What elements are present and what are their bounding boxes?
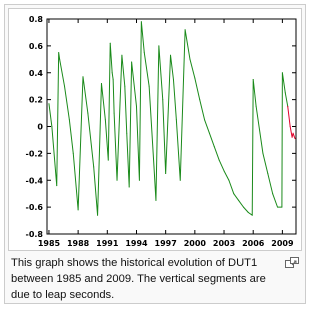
data-point bbox=[108, 160, 109, 161]
data-point bbox=[64, 86, 65, 87]
data-point bbox=[73, 153, 74, 154]
data-point bbox=[113, 79, 114, 80]
data-point bbox=[209, 133, 210, 134]
data-point bbox=[252, 215, 253, 216]
x-tick-label: 1991 bbox=[96, 239, 119, 248]
data-point bbox=[139, 180, 140, 181]
x-tick-label: 2006 bbox=[242, 239, 265, 248]
data-point bbox=[294, 135, 295, 136]
data-point bbox=[110, 43, 111, 44]
data-point bbox=[293, 133, 294, 134]
data-point bbox=[272, 193, 273, 194]
data-point bbox=[281, 207, 282, 208]
data-point bbox=[282, 72, 283, 73]
x-tick-label: 2000 bbox=[183, 239, 206, 248]
data-point bbox=[114, 113, 115, 114]
data-point bbox=[173, 79, 174, 80]
data-point bbox=[277, 207, 278, 208]
data-point bbox=[105, 119, 106, 120]
data-point bbox=[267, 173, 268, 174]
y-tick-label: -0.2 bbox=[25, 149, 43, 159]
data-point bbox=[93, 166, 94, 167]
series-line-1 bbox=[288, 106, 295, 138]
data-point bbox=[51, 126, 52, 127]
y-tick-label: -0.8 bbox=[25, 230, 43, 239]
data-point bbox=[87, 113, 88, 114]
data-point bbox=[292, 137, 293, 138]
data-point bbox=[162, 99, 163, 100]
y-tick-label: 0.6 bbox=[28, 41, 43, 51]
data-point bbox=[155, 200, 156, 201]
data-point bbox=[204, 119, 205, 120]
y-tick-label: 0 bbox=[37, 122, 43, 132]
data-point bbox=[219, 160, 220, 161]
y-tick-label: 0.4 bbox=[28, 68, 43, 78]
data-point bbox=[295, 138, 296, 139]
data-point bbox=[69, 119, 70, 120]
x-tick-label: 1988 bbox=[66, 239, 90, 248]
data-point bbox=[260, 133, 261, 134]
data-point bbox=[144, 52, 145, 53]
x-tick-label: 2003 bbox=[212, 239, 236, 248]
data-point bbox=[290, 126, 291, 127]
magnify-clip-icon[interactable] bbox=[285, 257, 299, 268]
data-point bbox=[124, 86, 125, 87]
figure-thumbnail bbox=[4, 4, 306, 304]
data-point bbox=[176, 119, 177, 120]
data-point bbox=[59, 59, 60, 60]
figure-caption: This graph shows the historical evolution of DUT1 between 1985 and 2009. The vertical segments are due to leap seconds. bbox=[11, 257, 266, 301]
data-point bbox=[262, 153, 263, 154]
data-point bbox=[131, 62, 132, 63]
y-tick-label: 0.8 bbox=[28, 15, 43, 24]
x-tick-label: 2009 bbox=[271, 239, 294, 248]
data-point bbox=[170, 55, 171, 56]
data-point bbox=[185, 29, 186, 30]
data-point bbox=[233, 193, 234, 194]
data-point bbox=[121, 55, 122, 56]
data-point bbox=[256, 106, 257, 107]
data-point bbox=[253, 79, 254, 80]
data-point bbox=[199, 99, 200, 100]
dut1-chart bbox=[9, 9, 301, 250]
data-point bbox=[82, 76, 83, 77]
data-point bbox=[112, 72, 113, 73]
data-point bbox=[56, 185, 57, 186]
series-line-0 bbox=[49, 22, 288, 216]
data-point bbox=[180, 180, 181, 181]
data-point bbox=[117, 180, 118, 181]
y-tick-label: -0.4 bbox=[25, 176, 43, 186]
data-point bbox=[248, 212, 249, 213]
data-point bbox=[194, 78, 195, 79]
data-point bbox=[78, 209, 79, 210]
data-point bbox=[141, 21, 142, 22]
data-point bbox=[48, 103, 49, 104]
data-point bbox=[189, 59, 190, 60]
x-tick-label: 1985 bbox=[37, 239, 61, 248]
data-point bbox=[214, 146, 215, 147]
y-tick-label: 0.2 bbox=[28, 95, 43, 105]
data-point bbox=[136, 106, 137, 107]
y-tick-label: -0.6 bbox=[25, 203, 43, 213]
data-point bbox=[285, 92, 286, 93]
chart-frame[interactable] bbox=[8, 8, 302, 251]
data-point bbox=[129, 186, 130, 187]
data-point bbox=[243, 207, 244, 208]
data-point bbox=[238, 200, 239, 201]
data-point bbox=[224, 170, 225, 171]
data-point bbox=[287, 106, 288, 107]
data-point bbox=[158, 45, 159, 46]
data-point bbox=[228, 180, 229, 181]
data-point bbox=[165, 173, 166, 174]
data-point bbox=[153, 166, 154, 167]
data-point bbox=[101, 83, 102, 84]
x-tick-label: 1997 bbox=[154, 239, 177, 248]
x-tick-label: 1994 bbox=[125, 239, 148, 248]
data-point bbox=[97, 215, 98, 216]
data-point bbox=[58, 52, 59, 53]
data-point bbox=[126, 133, 127, 134]
data-point bbox=[149, 86, 150, 87]
